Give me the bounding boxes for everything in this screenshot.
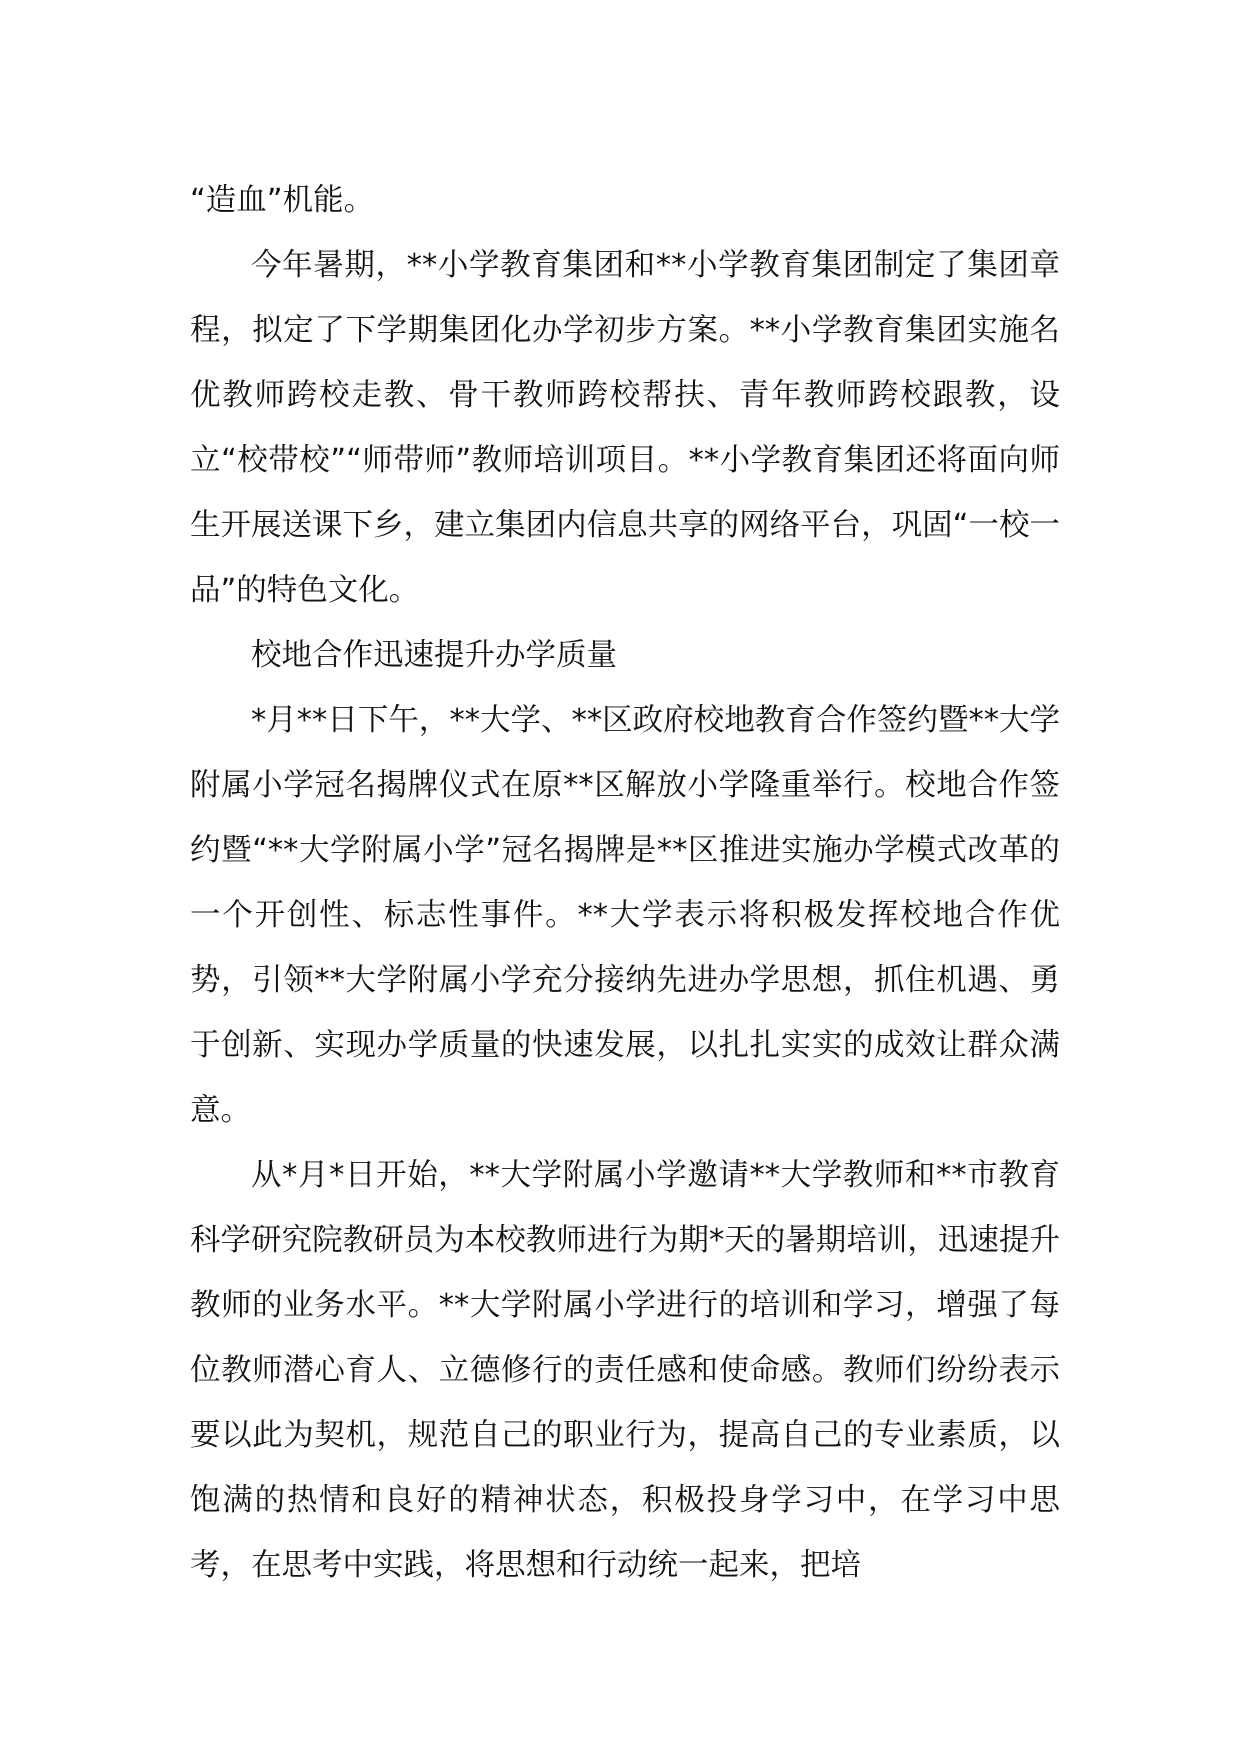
paragraph-continuation: “造血”机能。 (190, 183, 375, 218)
document-body (190, 168, 1060, 1598)
paragraph-signing-ceremony: *月**日下午，**大学、**区政府校地教育合作签约暨**大学附属小学冠名揭牌仪式在原**区解放小学隆重举行。校地合作签约暨“**大学附属小学”冠名揭牌是**区推进实施办学模式改革的一个开创性、标志性事件。**大学表示将积极发挥校地合作优势，引领**大学附属小学充分接纳先进办学思想，抓住机遇、勇于创新、实现办学质量的快速发展，以扎扎实实的成效让群众满意。 (190, 703, 1060, 1128)
paragraph-group-charter: 今年暑期，**小学教育集团和**小学教育集团制定了集团章程，拟定了下学期集团化办学初步方案。**小学教育集团实施名优教师跨校走教、骨干教师跨校帮扶、青年教师跨校跟教，设立“校带校”“师带师”教师培训项目。**小学教育集团还将面向师生开展送课下乡，建立集团内信息共享的网络平台，巩固“一校一品”的特色文化。 (190, 248, 1060, 608)
paragraph-summer-training: 从*月*日开始，**大学附属小学邀请**大学教师和**市教育科学研究院教研员为本校教师进行为期*天的暑期培训，迅速提升教师的业务水平。**大学附属小学进行的培训和学习，增强了每位教师潜心育人、立德修行的责任感和使命感。教师们纷纷表示要以此为契机，规范自己的职业行为，提高自己的专业素质，以饱满的热情和良好的精神状态，积极投身学习中，在学习中思考，在思考中实践，将思想和行动统一起来，把培 (190, 1158, 1060, 1583)
section-heading-cooperation: 校地合作迅速提升办学质量 (251, 638, 617, 673)
